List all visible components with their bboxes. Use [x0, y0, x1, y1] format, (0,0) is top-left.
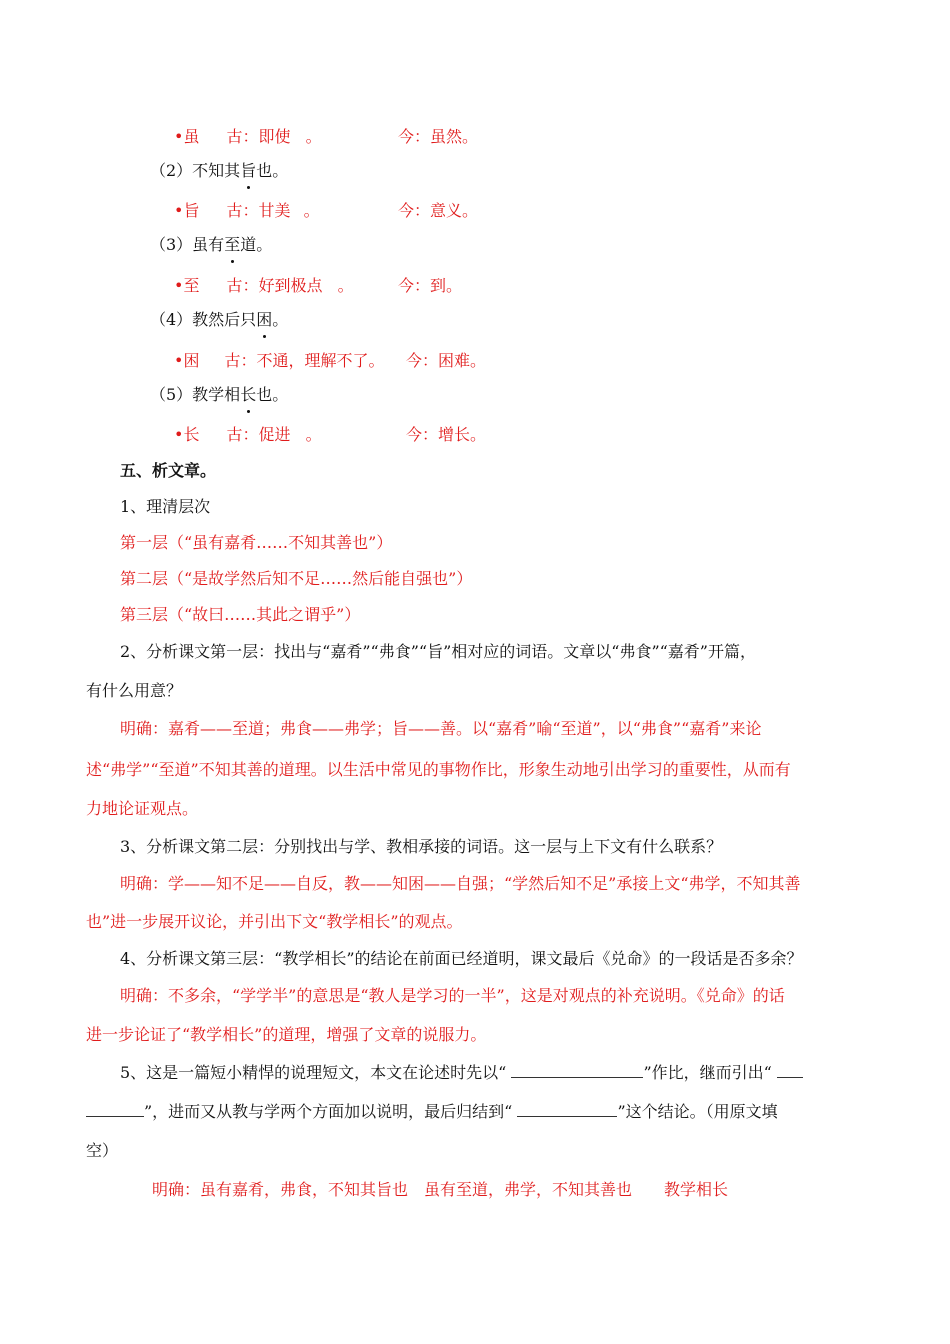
old-meaning: 古：不通，理解不了。	[224, 351, 385, 370]
layer-2: 第二层（“是故学然后知不足……然后能自强也”）	[120, 569, 473, 588]
word-char: 长	[183, 425, 200, 444]
question-3: 3、分析课文第二层：分别找出与学、教相承接的词语。这一层与上下文有什么联系？	[120, 837, 723, 856]
old-meaning: 古：促进	[226, 425, 291, 444]
new-meaning-3: 今：到。	[398, 276, 463, 295]
fill-blank-1[interactable]	[511, 1062, 643, 1078]
marked-char: 长	[240, 385, 257, 404]
layer-3: 第三层（“故曰……其此之谓乎”）	[120, 605, 361, 624]
question-text: 。	[272, 310, 289, 329]
answer-4-line-1: 明确：不多余，“学学半”的意思是“教人是学习的一半”，这是对观点的补充说明。《兑命》的话	[120, 986, 785, 1005]
layer-1: 第一层（“虽有嘉肴……不知其善也”）	[120, 533, 393, 552]
question-text: （5）教学相	[150, 385, 241, 404]
word-row-2	[174, 200, 320, 222]
fill-blank-2b[interactable]	[86, 1101, 144, 1117]
question-text: ”作比，继而引出“	[643, 1063, 772, 1082]
question-text: （3）虽有	[150, 235, 225, 254]
bullet: •	[174, 351, 184, 370]
question-line-4	[150, 309, 288, 331]
question-5-line-1	[120, 1062, 803, 1084]
answer-2-line-3: 力地论证观点。	[86, 799, 199, 818]
question-line-5	[150, 384, 288, 406]
bullet: •	[174, 276, 184, 295]
old-meaning-tail: 。	[305, 127, 322, 146]
new-meaning-1: 今：虽然。	[398, 127, 479, 146]
word-char: 困	[183, 351, 200, 370]
answer-4-line-2: 进一步论证了“教学相长”的道理，增强了文章的说服力。	[86, 1025, 487, 1044]
word-row-1	[174, 126, 322, 148]
old-meaning: 古：即使	[226, 127, 291, 146]
fill-blank-2a[interactable]	[777, 1062, 803, 1078]
question-line-3	[150, 234, 272, 256]
old-meaning-tail: 。	[303, 201, 320, 220]
question-5-line-2	[86, 1101, 778, 1123]
word-row-4	[174, 350, 385, 372]
question-text: ”，进而又从教与学两个方面加以说明，最后归结到“	[144, 1102, 513, 1121]
new-meaning-5: 今：增长。	[406, 425, 487, 444]
word-char: 虽	[183, 127, 200, 146]
question-2-line-1: 2、分析课文第一层：找出与“嘉肴”“弗食”“旨”相对应的词语。文章以“弗食”“嘉肴”开篇，	[120, 642, 756, 661]
question-text: ”这个结论。（用原文填	[617, 1102, 778, 1121]
old-meaning-tail: 。	[337, 276, 354, 295]
new-meaning-2: 今：意义。	[398, 201, 479, 220]
answer-2-line-2: 述“弗学”“至道”不知其善的道理。以生活中常见的事物作比，形象生动地引出学习的重要性，从而有	[86, 760, 791, 779]
word-row-3	[174, 275, 354, 297]
question-5-line-3: 空）	[86, 1141, 119, 1160]
question-2-line-2: 有什么用意？	[86, 681, 183, 700]
answer-5: 明确：虽有嘉肴，弗食，不知其旨也 虽有至道，弗学，不知其善也 教学相长	[152, 1180, 729, 1199]
question-text: 也。	[256, 161, 289, 180]
question-text: （2）不知其	[150, 161, 241, 180]
old-meaning: 古：甘美	[226, 201, 291, 220]
question-line-2	[150, 160, 288, 182]
question-text: 也。	[256, 385, 289, 404]
word-char: 旨	[183, 201, 200, 220]
bullet: •	[174, 201, 184, 220]
new-meaning-4: 今：困难。	[406, 351, 487, 370]
old-meaning-tail: 。	[305, 425, 322, 444]
question-text: （4）教然后只	[150, 310, 257, 329]
marked-char: 旨	[240, 161, 257, 180]
bullet: •	[174, 425, 184, 444]
marked-char: 困	[256, 310, 273, 329]
question-text: 5、这是一篇短小精悍的说理短文，本文在论述时先以“	[120, 1063, 507, 1082]
question-1: 1、理清层次	[120, 497, 211, 516]
marked-char: 至	[224, 235, 241, 254]
question-text: 道。	[240, 235, 273, 254]
answer-3-line-1: 明确：学——知不足——自反，教——知困——自强；“学然后知不足”承接上文“弗学，不知其善	[120, 874, 801, 893]
old-meaning: 古：好到极点	[226, 276, 323, 295]
bullet: •	[174, 127, 184, 146]
section-heading: 五、析文章。	[120, 461, 217, 480]
answer-3-line-2: 也”进一步展开议论，并引出下文“教学相长”的观点。	[86, 912, 463, 931]
word-row-5	[174, 424, 322, 446]
question-4: 4、分析课文第三层：“教学相长”的结论在前面已经道明，课文最后《兑命》的一段话是否多余？	[120, 949, 803, 968]
fill-blank-3[interactable]	[517, 1101, 617, 1117]
word-char: 至	[183, 276, 200, 295]
answer-2-line-1: 明确：嘉肴——至道；弗食——弗学；旨——善。以“嘉肴”喻“至道”，以“弗食”“嘉肴”来论	[120, 719, 762, 738]
